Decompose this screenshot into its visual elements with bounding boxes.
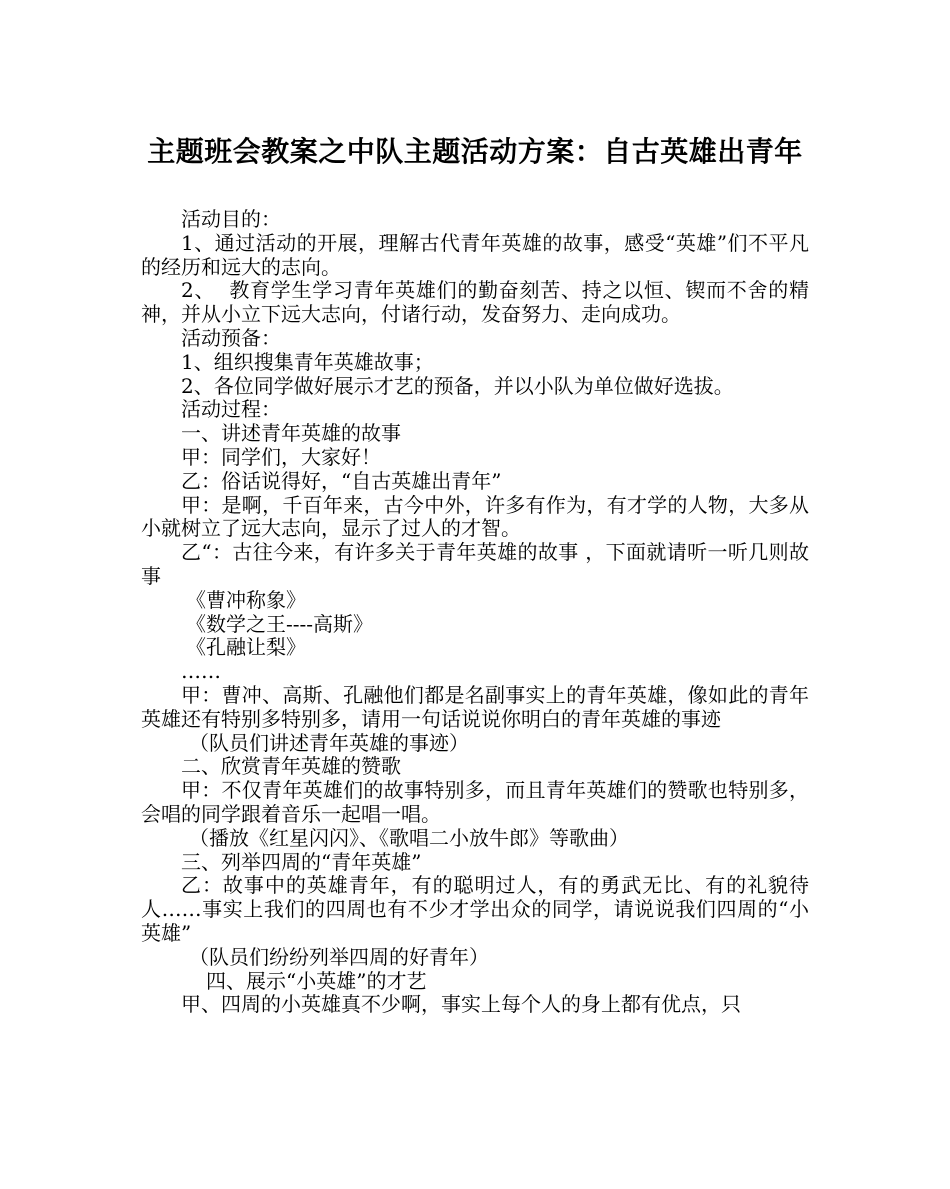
paragraph: 《数学之王----高斯》 [186, 611, 374, 636]
paragraph: 四、展示“小英雄”的才艺 [206, 968, 427, 993]
paragraph: 一、讲述青年英雄的故事 [181, 421, 401, 446]
paragraph: 1、组织搜集青年英雄故事； [181, 349, 434, 374]
paragraph: 甲：同学们，大家好！ [181, 444, 381, 469]
paragraph: 1、通过活动的开展，理解古代青年英雄的故事，感受“英雄”们不平凡的经历和远大的志向。 [141, 230, 809, 279]
paragraph: 活动过程： [181, 397, 281, 422]
paragraph: 甲：曹冲、高斯、孔融他们都是名副事实上的青年英雄，像如此的青年英雄还有特别多特别多，请用一句话说说你明白的青年英雄的事迹 [141, 682, 809, 731]
paragraph: 二、欣赏青年英雄的赞歌 [181, 754, 401, 779]
paragraph: 乙“：古往今来，有许多关于青年英雄的故事 ，下面就请听一听几则故事 [141, 540, 809, 588]
paragraph: 《曹冲称象》 [186, 587, 306, 612]
paragraph: 活动目的： [181, 207, 281, 231]
paragraph: 2、 教育学生学习青年英雄们的勤奋刻苦、持之以恒、锲而不舍的精神，并从小立下远大志向，付诸行动，发奋努力、走向成功。 [141, 278, 809, 327]
paragraph: 活动预备： [181, 325, 281, 350]
document-body [141, 208, 809, 1017]
paragraph: 乙：俗话说得好，“自古英雄出青年” [181, 468, 502, 493]
paragraph: 《孔融让梨》 [186, 635, 306, 660]
paragraph: （队员们讲述青年英雄的事迹） [189, 730, 469, 755]
paragraph: （队员们纷纷列举四周的好青年） [189, 944, 489, 969]
paragraph: 甲：是啊，千百年来，古今中外，许多有作为，有才学的人物，大多从小就树立了远大志向，显示了过人的才智。 [141, 492, 809, 541]
document-title: 主题班会教案之中队主题活动方案：自古英雄出青年 [147, 135, 803, 168]
paragraph: 甲：不仅青年英雄们的故事特别多，而且青年英雄们的赞歌也特别多，会唱的同学跟着音乐一起唱一唱。 [141, 778, 809, 826]
paragraph: （播放《红星闪闪》、《歌唱二小放牛郎》等歌曲） [189, 825, 629, 850]
paragraph: 乙：故事中的英雄青年，有的聪明过人，有的勇武无比、有的礼貌待人……事实上我们的四周也有不少才学出众的同学，请说说我们四周的“小英雄” [141, 873, 809, 945]
paragraph: 甲、四周的小英雄真不少啊，事实上每个人的身上都有优点，只 [181, 992, 741, 1017]
paragraph: 2、各位同学做好展示才艺的预备，并以小队为单位做好选拔。 [181, 373, 734, 398]
paragraph: …… [181, 659, 221, 684]
paragraph: 三、列举四周的“青年英雄” [181, 849, 422, 874]
